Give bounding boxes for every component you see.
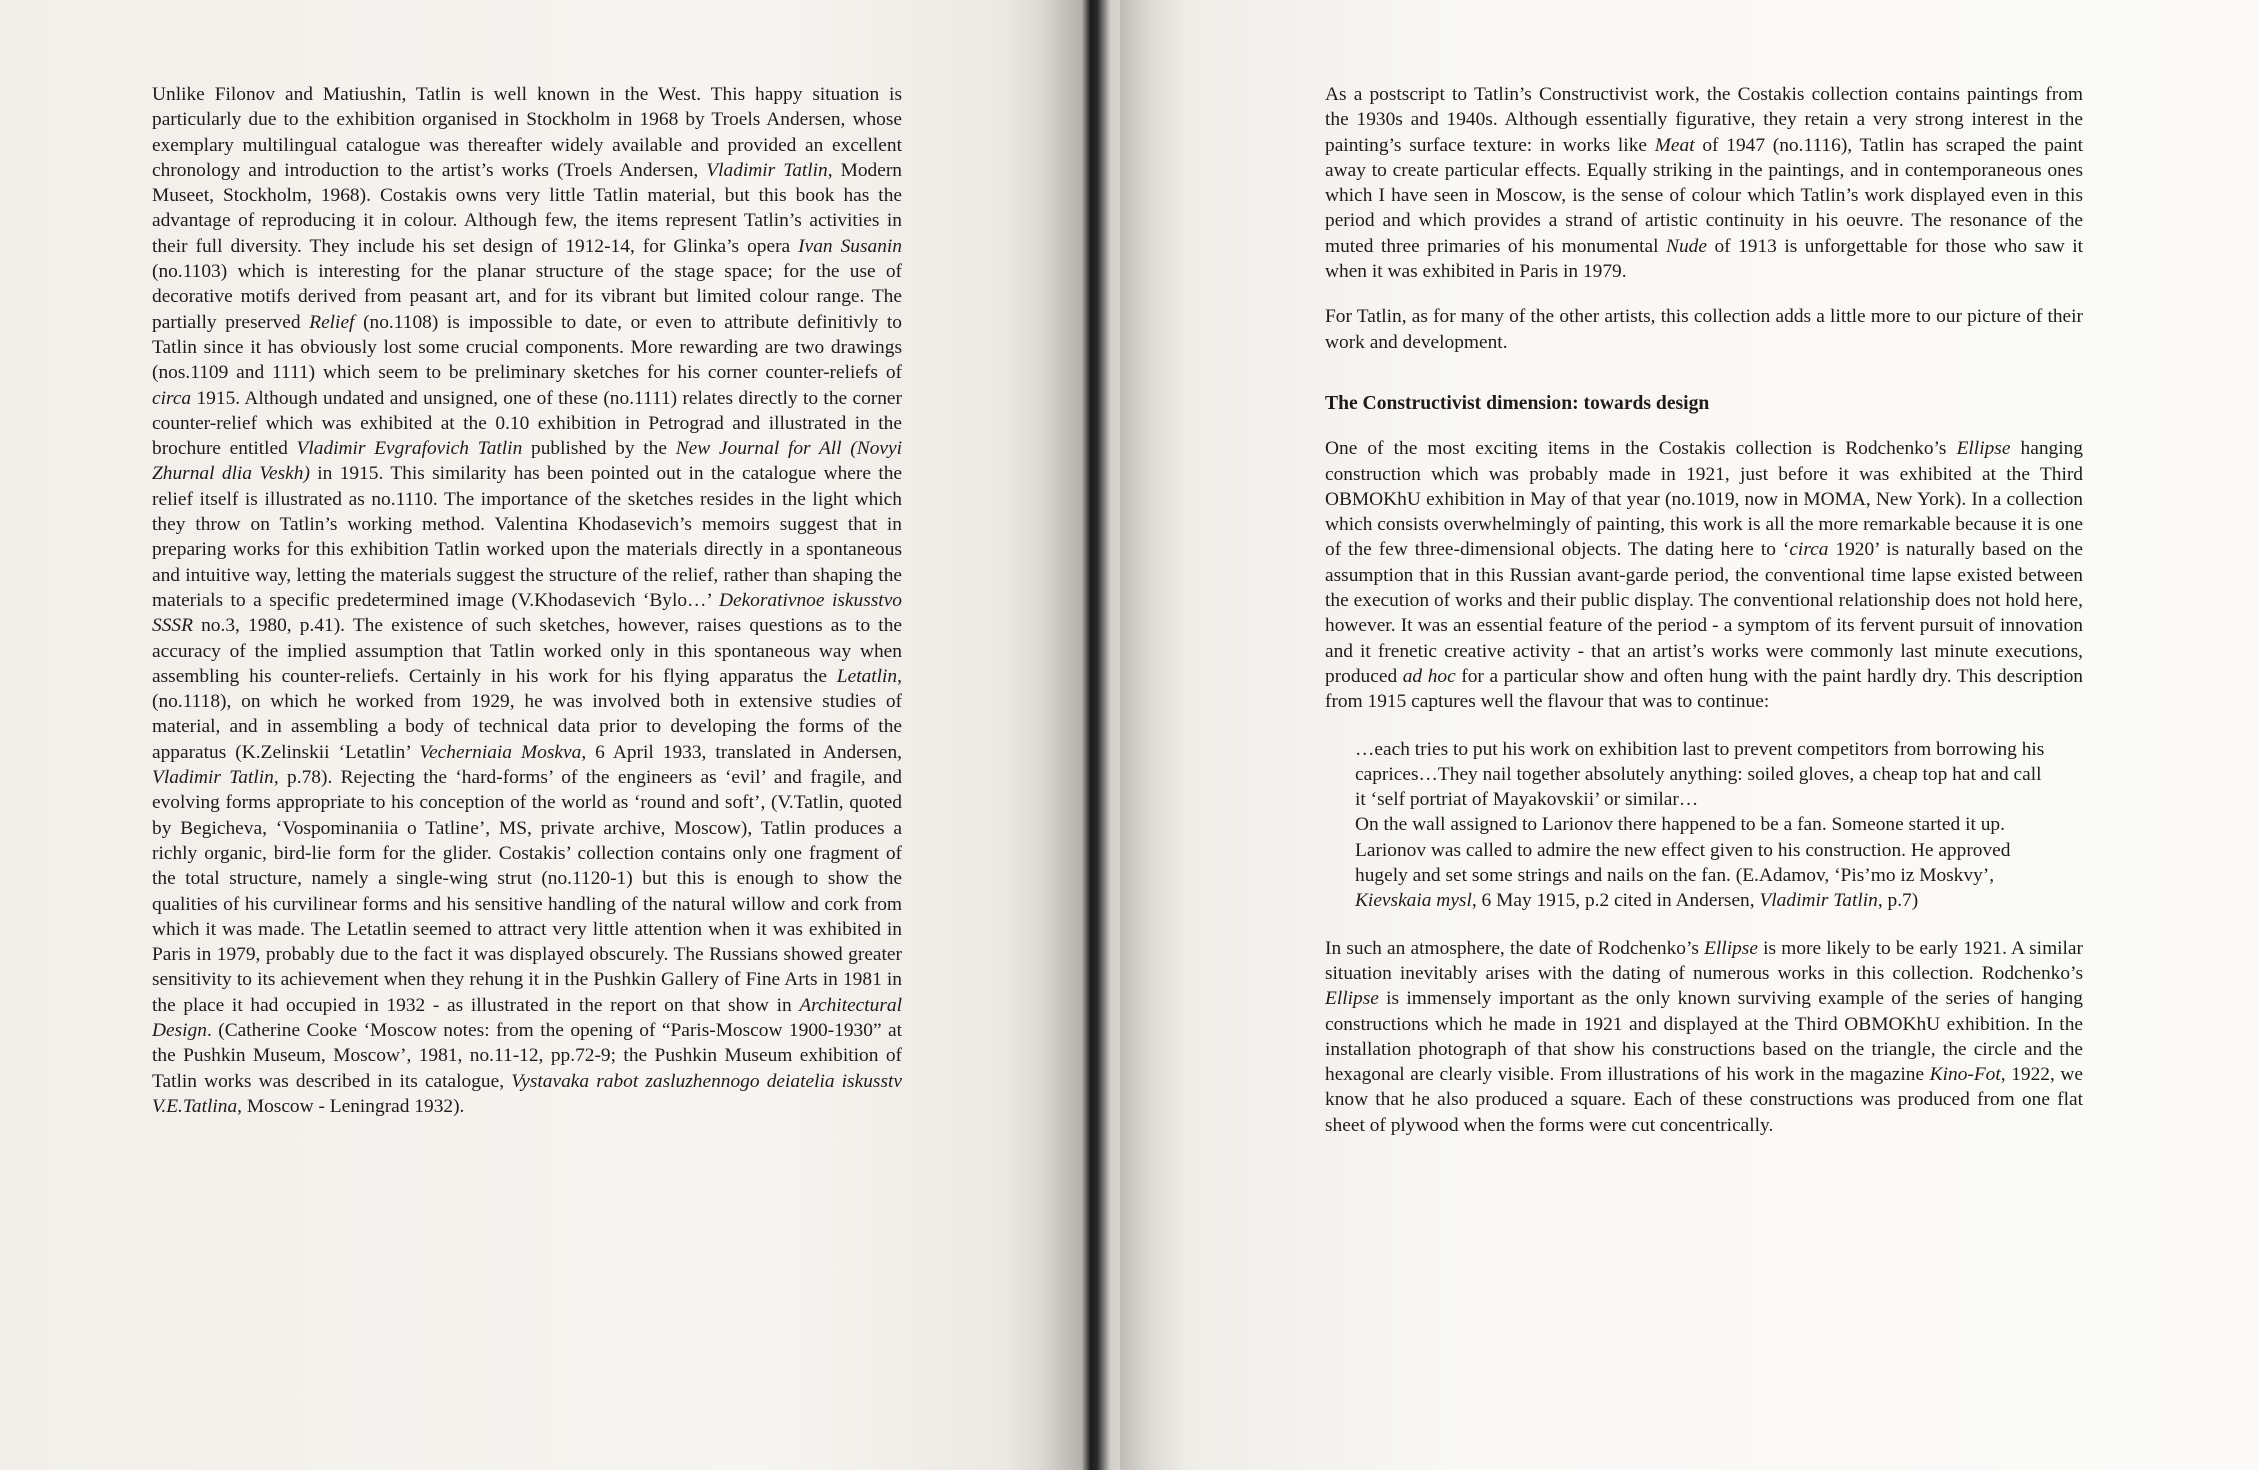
italic-text: Ellipse (1704, 937, 1758, 959)
text-run: 1920’ is naturally based on the assumption that in this Russian avant-garde period, the conventional time lapse existed between the execution of works and their public display. The conventional relationship does not hold here, however. It was an essential feature of the period - a symptom of its fervent pursuit of innovation and it frenetic creative activity - that an artist’s works were commonly last minute executions, produced (1325, 539, 2083, 687)
text-run: , 6 April 1933, translated in Andersen, (581, 741, 902, 763)
text-run: , p.7) (1877, 890, 1919, 912)
text-run: On the wall assigned to Larionov there happened to be a fan. Someone started it up. Larionov was called to admire the new effect given to his construction. He approved hugely and set some strings and nails on the fan. (E.Adamov, ‘Pis’mo iz Moskvy’, (1355, 814, 2011, 887)
text-run: , 1922, we know that he also produced a square. Each of these constructions was produced from one flat sheet of plywood when the forms were cut concentrically. (1325, 1064, 2083, 1136)
left-text-column (152, 82, 902, 1119)
italic-text: Ellipse (1956, 438, 2011, 460)
text-run: In such an atmosphere, the date of Rodchenko’s (1325, 937, 1705, 959)
text-run: , 6 May 1915, p.2 cited in Andersen, (1471, 890, 1760, 912)
text-run: for a particular show and often hung with the paint hardly dry. This description from 1915 captures well the flavour that was to continue: (1325, 665, 2083, 713)
text-run: One of the most exciting items in the Costakis collection is Rodchenko’s (1325, 438, 1957, 460)
text-run: is more likely to be early 1921. A similar situation inevitably arises with the dating of numerous works in this collection. Rodchenko’s (1325, 937, 2083, 984)
italic-text: New Journal for All (Novyi Zhurnal dlia Veskh) (152, 438, 902, 485)
quote-part-2 (1355, 812, 2053, 913)
italic-text: Kievskaia mysl (1355, 890, 1472, 912)
right-paragraph-2 (1325, 304, 2083, 355)
italic-text: Letatlin (836, 665, 898, 687)
italic-text: Kino-Fot (1929, 1064, 2001, 1086)
text-run: , (no.1118), on which he worked from 1929, he was involved both in extensive studies of material, and in assembling a body of technical data prior to developing the forms of the apparatus (K.Zelinskii ‘Letatlin’ (152, 665, 902, 763)
italic-text: Meat (1654, 134, 1695, 156)
book-gutter (1040, 0, 1150, 1470)
text-run: of 1913 is unforgettable for those who saw it when it was exhibited in Paris in 1979. (1325, 235, 2084, 283)
right-paragraph-3 (1325, 436, 2083, 714)
italic-text: Vystavaka rabot zasluzhennogo deiatelia iskusstv V.E.Tatlina (152, 1070, 902, 1117)
right-paragraph-1 (1325, 82, 2083, 284)
italic-text: Ivan Susanin (798, 235, 902, 257)
right-paragraph-4 (1325, 936, 2083, 1138)
text-run: As a postscript to Tatlin’s Constructivist work, the Costakis collection contains paintings from the 1930s and 1940s. Although essentially figurative, they retain a very strong interest in the painting’s surface texture: in works like (1325, 84, 2083, 156)
text-run: 1915. Although undated and unsigned, one of these (no.1111) relates directly to the corner counter-relief which was exhibited at the 0.10 exhibition in Petrograd and illustrated in the brochure entitled (152, 387, 902, 460)
text-run: of 1947 (no.1116), Tatlin has scraped the paint away to create particular effects. Equally striking in the paintings, and in contemporaneous ones which I have seen in Moscow, is the sense of colour which Tatlin’s work displayed even in this period and which provides a strand of artistic continuity in his oeuvre. The resonance of the muted three primaries of his monumental (1325, 134, 2083, 257)
text-run: , Moscow - Leningrad 1932). (237, 1095, 465, 1117)
italic-text: Nude (1666, 235, 1707, 257)
italic-text: Vladimir Tatlin (706, 159, 828, 181)
quote-part-1 (1355, 737, 2053, 813)
left-page (0, 0, 1090, 1470)
right-text-column (1325, 82, 2083, 1138)
text-run: in 1915. This similarity has been pointed out in the catalogue where the relief itself is illustrated as no.1110. The importance of the sketches resides in the light which they throw on Tatlin’s working method. Valentina Khodasevich’s memoirs suggest that in preparing works for this exhibition Tatlin worked upon the materials directly in a spontaneous and intuitive way, letting the materials suggest the structure of the relief, rather than shaping the materials to a specific predetermined image (V.Khodasevich ‘Bylo…’ (152, 463, 903, 611)
italic-text: Vladimir Tatlin (1759, 890, 1878, 912)
text-run: hanging construction which was probably made in 1921, just before it was exhibited at the Third OBMOKhU exhibition in May of that year (no.1019, now in MOMA, New York). In a collection which consists overwhelmingly of painting, this work is all the more remarkable because it is one of the few three-dimensional objects. The dating here to ‘ (1325, 438, 2083, 561)
left-paragraph (152, 82, 902, 1119)
text-run: Unlike Filonov and Matiushin, Tatlin is well known in the West. This happy situation is particularly due to the exhibition organised in Stockholm in 1968 by Troels Andersen, whose exemplary multilingual catalogue was thereafter widely available and provided an excellent chronology and introduction to the artist’s works (Troels Andersen, (152, 84, 902, 181)
text-run: For Tatlin, as for many of the other artists, this collection adds a little more to our picture of their work and development. (1325, 306, 2083, 353)
italic-text: Vladimir Tatlin (152, 767, 274, 789)
text-run: . (Catherine Cooke ‘Moscow notes: from the opening of “Paris-Moscow 1900-1930” at the Pushkin Museum, Moscow’, 1981, no.11-12, pp.72-9; the Pushkin Museum exhibition of Tatlin works was described in its catalogue, (152, 1019, 902, 1092)
text-run: …each tries to put his work on exhibition last to prevent competitors from borrowing his caprices…They nail together absolutely anything: soiled gloves, a cheap top hat and call it ‘self portriat of Mayakovskii’ or similar… (1355, 738, 2045, 811)
italic-text: ad hoc (1402, 665, 1456, 687)
italic-text: Ellipse (1325, 988, 1379, 1010)
italic-text: Architectural Design (152, 994, 902, 1041)
italic-text: circa (1789, 539, 1829, 561)
text-run: no.3, 1980, p.41). The existence of such sketches, however, raises questions as to the accuracy of the implied assumption that Tatlin worked only in this spontaneous way when assembling his counter-reliefs. Certainly in his work for his flying apparatus the (152, 615, 902, 687)
italic-text: Vecherniaia Moskva (419, 741, 582, 763)
text-run: is immensely important as the only known surviving example of the series of hanging constructions which he made in 1921 and displayed at the Third OBMOKhU exhibition. In the installation photograph of that show his constructions based on the triangle, the circle and the hexagonal are clearly visible. From illustrations of his work in the magazine (1325, 988, 2083, 1086)
italic-text: Dekorativnoe iskusstvo SSSR (152, 589, 902, 637)
block-quote (1355, 737, 2053, 914)
text-run: published by the (522, 438, 676, 460)
italic-text: Relief (309, 311, 355, 333)
text-run: , p.78). Rejecting the ‘hard-forms’ of the engineers as ‘evil’ and fragile, and evolving forms appropriate to his conception of the world as ‘round and soft’, (V.Tatlin, quoted by Begicheva, ‘Vospominaniia o Tatline’, MS, private archive, Moscow), Tatlin produces a richly organic, bird-lie form for the glider. Costakis’ collection contains only one fragment of the total structure, namely a single-wing strut (no.1120-1) but this is enough to show the qualities of his curvilinear forms and his sensitive handling of the natural willow and cork from which it was made. The Letatlin seemed to attract very little attention when it was exhibited in Paris in 1979, probably due to the fact it was displayed obscurely. The Russians showed greater sensitivity to its achievement when they rehung it in the Pushkin Gallery of Fine Arts in 1981 in the place it had occupied in 1932 - as illustrated in the report on that show in (152, 767, 902, 1016)
italic-text: Vladimir Evgrafovich Tatlin (296, 438, 523, 460)
text-run: (no.1108) is impossible to date, or even to attribute definitivly to Tatlin since it has obviously lost some crucial components. More rewarding are two drawings (nos.1109 and 1111) which seem to be preliminary sketches for his corner counter-reliefs of (152, 311, 902, 384)
text-run: , Modern Museet, Stockholm, 1968). Costakis owns very little Tatlin material, but this book has the advantage of reproducing it in colour. Although few, the items represent Tatlin’s activities in their full diversity. They include his set design of 1912-14, for Glinka’s opera (152, 159, 902, 257)
section-heading: The Constructivist dimension: towards design (1325, 392, 1710, 414)
text-run: (no.1103) which is interesting for the planar structure of the stage space; for the use of decorative motifs derived from peasant art, and for its vibrant but limited colour range. The partially preserved (152, 261, 902, 333)
right-page (1120, 0, 2259, 1470)
italic-text: circa (152, 387, 192, 409)
